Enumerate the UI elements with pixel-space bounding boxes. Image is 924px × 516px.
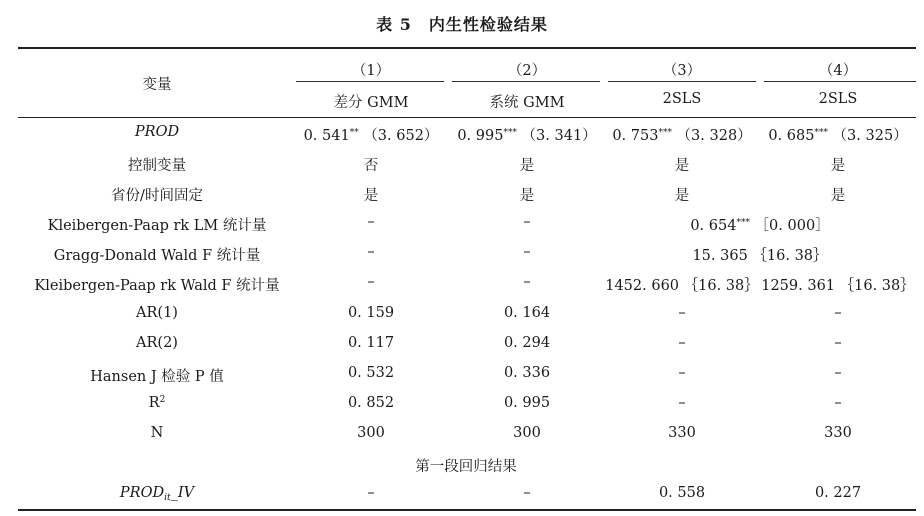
prod-c2-t: （3. 341） (521, 128, 597, 144)
n-c4: 330 (824, 425, 852, 441)
cd-wald-merged: 15. 365 ｛16. 38｝ (692, 248, 828, 264)
r2-c1: 0. 852 (347, 395, 395, 411)
col-number-1: （1） (351, 63, 391, 79)
prod-c4-t: （3. 325） (832, 128, 908, 144)
control-c2: 是 (519, 158, 535, 174)
ar1-c1: 0. 159 (347, 305, 395, 321)
fixed-c3: 是 (674, 188, 690, 204)
n-c3: 330 (668, 425, 696, 441)
hansen-c1: 0. 532 (347, 365, 395, 381)
method-4: 2SLS (818, 91, 858, 107)
r2-c4: – (834, 395, 842, 411)
kp-lm-stars: *** (736, 218, 750, 228)
prod-c1-coef: 0. 541 (303, 128, 350, 144)
header-subrule-4 (764, 81, 916, 82)
kp-wald-c4: 1259. 361 ｛16. 38｝ (761, 278, 915, 294)
kp-wald-c1: – (367, 274, 375, 290)
fixed-c1: 是 (363, 188, 379, 204)
hansen-c4: – (834, 365, 842, 381)
row-label-cd-wald: Gragg-Donald Wald F 统计量 (53, 248, 261, 264)
table-title: 表 5 内生性检验结果 (376, 15, 548, 34)
method-2: 系统 GMM (489, 95, 565, 111)
row-label-r2 (149, 395, 166, 411)
row-label-kp-wald: Kleibergen-Paap rk Wald F 统计量 (34, 278, 280, 294)
header-subrule-3 (608, 81, 756, 82)
top-rule (18, 47, 916, 49)
hansen-c2: 0. 336 (503, 365, 551, 381)
prod-c3 (612, 124, 751, 145)
row-label-n: N (150, 425, 164, 441)
prod-iv-c1: – (367, 485, 375, 501)
row-label-kp-lm: Kleibergen-Paap rk LM 统计量 (47, 218, 267, 234)
control-c3: 是 (674, 158, 690, 174)
prod-c2-coef: 0. 995 (457, 128, 504, 144)
prod-iv-sub: it (164, 493, 171, 503)
prod-iv-c4: 0. 227 (814, 485, 862, 501)
prod-c3-stars: *** (658, 128, 672, 138)
prod-iv-suffix: _IV (170, 485, 195, 501)
prod-c1-stars: ** (349, 128, 359, 138)
method-3: 2SLS (662, 91, 702, 107)
kp-lm-c1: – (367, 214, 375, 230)
row-label-prod-iv (120, 485, 194, 503)
ar2-c2: 0. 294 (503, 335, 551, 351)
row-label-ar2: AR(2) (136, 335, 178, 351)
kp-wald-c3: 1452. 660 ｛16. 38｝ (605, 278, 759, 294)
kp-lm-value: 0. 654 (690, 218, 737, 234)
r2-c3: – (678, 395, 686, 411)
control-c1: 否 (363, 158, 379, 174)
kp-wald-c2: – (523, 274, 531, 290)
method-1: 差分 GMM (333, 95, 409, 111)
col-number-4: （4） (818, 63, 858, 79)
variable-header: 变量 (142, 77, 172, 93)
kp-lm-merged (690, 214, 829, 235)
col-number-2: （2） (507, 63, 547, 79)
prod-c2 (457, 124, 596, 145)
prod-iv-base: PROD (119, 485, 165, 501)
header-subrule-2 (452, 81, 600, 82)
prod-c1 (304, 124, 439, 145)
bottom-rule (18, 509, 916, 511)
col-number-3: （3） (662, 63, 702, 79)
row-label-fixed: 省份/时间固定 (111, 188, 203, 204)
r2-sup: 2 (159, 395, 166, 405)
row-label-hansen: Hansen J 检验 P 值 (90, 369, 224, 385)
ar2-c1: 0. 117 (347, 335, 395, 351)
prod-c4-coef: 0. 685 (768, 128, 815, 144)
n-c2: 300 (513, 425, 541, 441)
r2-c2: 0. 995 (503, 395, 551, 411)
n-c1: 300 (357, 425, 385, 441)
ar2-c3: – (678, 335, 686, 351)
ar1-c4: – (834, 305, 842, 321)
prod-c3-t: （3. 328） (676, 128, 752, 144)
fixed-c4: 是 (830, 188, 846, 204)
prod-c2-stars: *** (503, 128, 517, 138)
prod-c1-t: （3. 652） (363, 128, 439, 144)
fixed-c2: 是 (519, 188, 535, 204)
ar1-c3: – (678, 305, 686, 321)
control-c4: 是 (830, 158, 846, 174)
header-subrule-1 (296, 81, 444, 82)
cd-wald-c2: – (523, 244, 531, 260)
cd-wald-c1: – (367, 244, 375, 260)
prod-iv-c2: – (523, 485, 531, 501)
header-bottom-rule (18, 117, 916, 118)
kp-lm-c2: – (523, 214, 531, 230)
row-label-ar1: AR(1) (136, 305, 178, 321)
prod-c4-stars: *** (814, 128, 828, 138)
first-stage-heading: 第一段回归结果 (415, 459, 517, 475)
ar1-c2: 0. 164 (503, 305, 551, 321)
prod-iv-c3: 0. 558 (658, 485, 706, 501)
row-label-prod: PROD (134, 124, 180, 140)
r2-base: R (148, 395, 160, 411)
prod-c3-coef: 0. 753 (612, 128, 659, 144)
row-label-control: 控制变量 (128, 158, 186, 174)
ar2-c4: – (834, 335, 842, 351)
prod-c4 (768, 124, 907, 145)
kp-lm-pvalue: ［0. 000］ (754, 218, 830, 234)
hansen-c3: – (678, 365, 686, 381)
